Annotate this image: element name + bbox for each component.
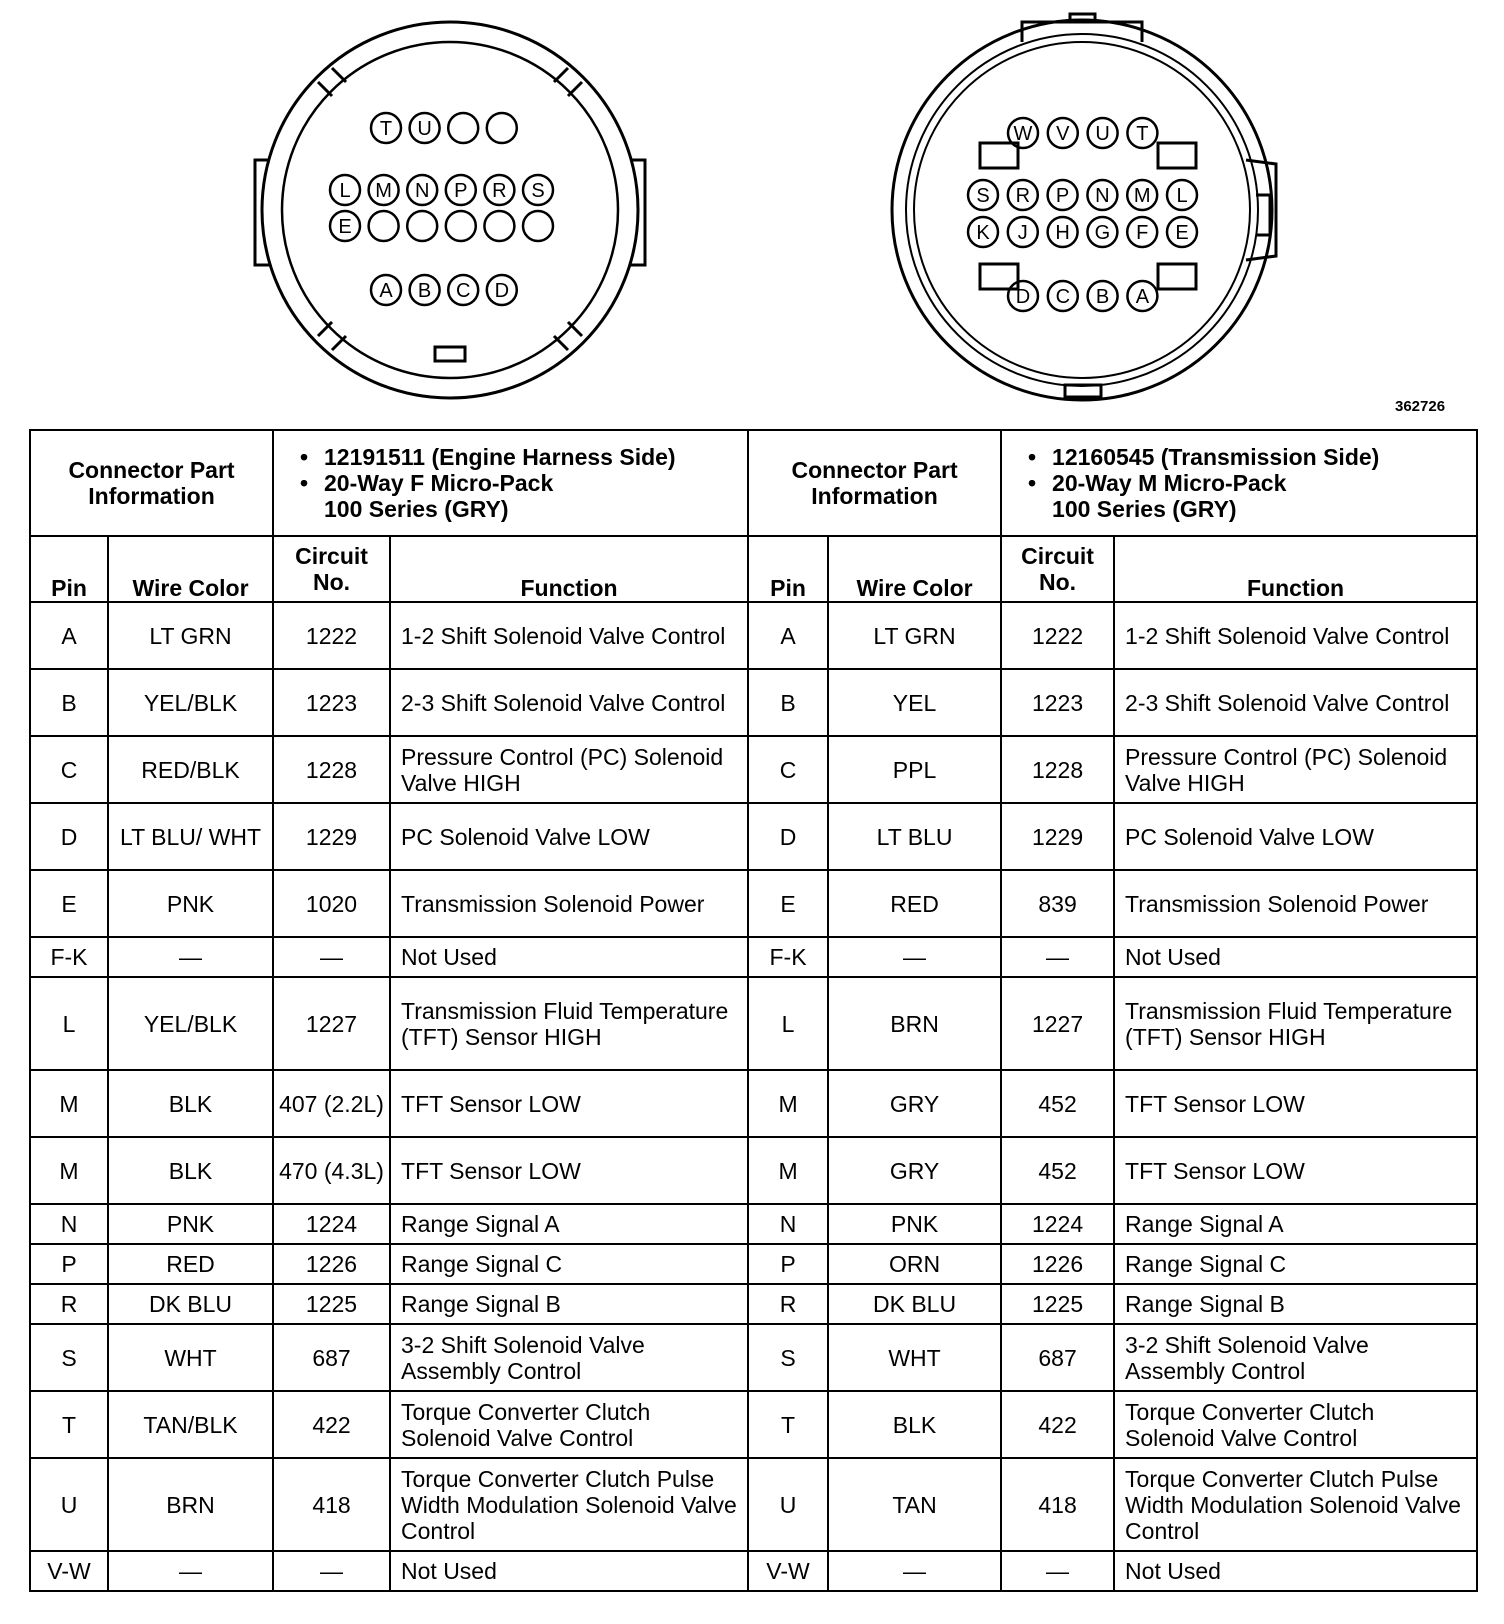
right-function-cell: Range Signal A [1114, 1204, 1477, 1244]
table-row [30, 1070, 1477, 1137]
table-row [30, 1244, 1477, 1284]
pin-label: C [455, 280, 471, 302]
left-wire-color-cell: YEL/BLK [108, 977, 273, 1070]
pin-cavity [448, 113, 478, 143]
right-wire-color-cell: GRY [828, 1137, 1001, 1204]
right-pin-cell: P [748, 1244, 828, 1284]
connector-pinout-table [29, 429, 1478, 1592]
right-pin-cell: B [748, 669, 828, 736]
left-pin-cell: D [30, 803, 108, 870]
table-row [30, 736, 1477, 803]
pin-label: V [1056, 123, 1070, 145]
pin-label: J [1017, 222, 1028, 244]
left-function-cell: 1-2 Shift Solenoid Valve Control [390, 602, 748, 669]
right-function-cell: Not Used [1114, 1551, 1477, 1591]
right-wire-color-cell: — [828, 937, 1001, 977]
left-pin-cell: M [30, 1070, 108, 1137]
pin-label: N [414, 180, 430, 202]
right-function-cell: PC Solenoid Valve LOW [1114, 803, 1477, 870]
right-function-cell: 3-2 Shift Solenoid Valve Assembly Control [1114, 1324, 1477, 1391]
pin-label: S [531, 180, 545, 202]
left-wire-color-cell: DK BLU [108, 1284, 273, 1324]
right-wire-color-cell: ORN [828, 1244, 1001, 1284]
left-function-cell: Transmission Fluid Temperature (TFT) Sensor HIGH [390, 977, 748, 1070]
left-circuit-no-cell: 687 [273, 1324, 390, 1391]
table-row [30, 1551, 1477, 1591]
left-pin-cell: S [30, 1324, 108, 1391]
pin-cavity [407, 211, 437, 241]
right-circuit-no-cell: 1224 [1001, 1204, 1114, 1244]
transmission-connector [892, 14, 1276, 400]
left-wire-color-cell: TAN/BLK [108, 1391, 273, 1458]
right-function-header: Function [1114, 536, 1477, 602]
left-function-cell: Not Used [390, 1551, 748, 1591]
left-function-cell: Torque Converter Clutch Solenoid Valve Control [390, 1391, 748, 1458]
left-function-cell: 3-2 Shift Solenoid Valve Assembly Control [390, 1324, 748, 1391]
right-function-cell: Range Signal B [1114, 1284, 1477, 1324]
right-function-cell: 1-2 Shift Solenoid Valve Control [1114, 602, 1477, 669]
pin-label: T [1136, 123, 1149, 145]
pin-label: D [1015, 286, 1031, 308]
table-row [30, 1284, 1477, 1324]
left-pin-cell: U [30, 1458, 108, 1551]
left-pin-cell: T [30, 1391, 108, 1458]
left-pin-cell: A [30, 602, 108, 669]
right-part-info-label: Connector Part Information [748, 430, 1001, 536]
left-part-info: • 12191511 (Engine Harness Side) • 20-Way F Micro-Pack 100 Series (GRY) [273, 430, 748, 536]
left-pin-cell: C [30, 736, 108, 803]
left-wire-color-cell: LT GRN [108, 602, 273, 669]
right-wire-color-cell: BLK [828, 1391, 1001, 1458]
left-wire-color-cell: — [108, 937, 273, 977]
right-wire-color-cell: GRY [828, 1070, 1001, 1137]
right-function-cell: Torque Converter Clutch Pulse Width Modulation Solenoid Valve Control [1114, 1458, 1477, 1551]
table-row [30, 1391, 1477, 1458]
right-pin-cell: T [748, 1391, 828, 1458]
pin-label: B [1095, 286, 1110, 308]
pin-label: E [338, 216, 352, 238]
right-pin-cell: C [748, 736, 828, 803]
left-function-cell: PC Solenoid Valve LOW [390, 803, 748, 870]
right-circuit-no-cell: 1225 [1001, 1284, 1114, 1324]
right-pin-cell: U [748, 1458, 828, 1551]
table-row [30, 1324, 1477, 1391]
pin-label: S [976, 185, 990, 207]
right-wire-color-cell: BRN [828, 977, 1001, 1070]
right-function-cell: Torque Converter Clutch Solenoid Valve Control [1114, 1391, 1477, 1458]
left-pin-cell: L [30, 977, 108, 1070]
right-circuit-no-cell: 1222 [1001, 602, 1114, 669]
right-circuit-no-cell: 1226 [1001, 1244, 1114, 1284]
right-circuit-no-cell: 452 [1001, 1137, 1114, 1204]
pin-cavity [523, 211, 553, 241]
right-wire-color-header: Wire Color [828, 536, 1001, 602]
left-pin-cell: P [30, 1244, 108, 1284]
left-wire-color-cell: PNK [108, 870, 273, 937]
right-function-cell: Range Signal C [1114, 1244, 1477, 1284]
right-pin-cell: F-K [748, 937, 828, 977]
pin-label: M [1133, 185, 1151, 207]
pin-label: E [1175, 222, 1189, 244]
pin-label: P [1055, 185, 1070, 207]
pin-label: P [454, 180, 468, 202]
right-pin-cell: D [748, 803, 828, 870]
left-wire-color-cell: — [108, 1551, 273, 1591]
left-wire-color-cell: WHT [108, 1324, 273, 1391]
pin-label: G [1094, 222, 1111, 244]
table-row [30, 803, 1477, 870]
right-circuit-no-cell: 452 [1001, 1070, 1114, 1137]
left-wire-color-cell: RED/BLK [108, 736, 273, 803]
pin-cavity [446, 211, 476, 241]
left-function-cell: Range Signal C [390, 1244, 748, 1284]
left-circuit-no-cell: 1223 [273, 669, 390, 736]
left-wire-color-cell: RED [108, 1244, 273, 1284]
right-pin-cell: N [748, 1204, 828, 1244]
pin-label: R [1015, 185, 1031, 207]
right-pin-cell: S [748, 1324, 828, 1391]
right-pin-cell: M [748, 1137, 828, 1204]
pin-cavity [369, 211, 399, 241]
right-wire-color-cell: LT BLU [828, 803, 1001, 870]
left-pin-cell: F-K [30, 937, 108, 977]
right-circuit-no-cell: 418 [1001, 1458, 1114, 1551]
left-wire-color-cell: YEL/BLK [108, 669, 273, 736]
left-circuit-no-cell: 407 (2.2L) [273, 1070, 390, 1137]
pin-label: N [1095, 185, 1110, 207]
pin-label: K [976, 222, 990, 244]
right-function-cell: Pressure Control (PC) Solenoid Valve HIGH [1114, 736, 1477, 803]
right-function-cell: 2-3 Shift Solenoid Valve Control [1114, 669, 1477, 736]
table-row [30, 1137, 1477, 1204]
left-function-cell: 2-3 Shift Solenoid Valve Control [390, 669, 748, 736]
right-function-cell: Not Used [1114, 937, 1477, 977]
left-function-cell: Torque Converter Clutch Pulse Width Modulation Solenoid Valve Control [390, 1458, 748, 1551]
right-pin-cell: L [748, 977, 828, 1070]
right-pin-cell: E [748, 870, 828, 937]
table-row [30, 937, 1477, 977]
table-row [30, 1458, 1477, 1551]
pin-label: H [1055, 222, 1070, 244]
left-pin-cell: R [30, 1284, 108, 1324]
left-wire-color-header: Wire Color [108, 536, 273, 602]
table-row [30, 870, 1477, 937]
right-pin-cell: V-W [748, 1551, 828, 1591]
left-pin-cell: M [30, 1137, 108, 1204]
right-wire-color-cell: — [828, 1551, 1001, 1591]
left-circuit-no-cell: — [273, 1551, 390, 1591]
right-wire-color-cell: PPL [828, 736, 1001, 803]
right-circuit-no-cell: 1228 [1001, 736, 1114, 803]
right-circuit-no-cell: 1227 [1001, 977, 1114, 1070]
left-wire-color-cell: BLK [108, 1137, 273, 1204]
left-circuit-no-cell: 470 (4.3L) [273, 1137, 390, 1204]
table-row [30, 977, 1477, 1070]
pin-label: R [492, 180, 507, 202]
left-circuit-no-cell: 422 [273, 1391, 390, 1458]
left-pin-cell: B [30, 669, 108, 736]
right-circuit-no-cell: 839 [1001, 870, 1114, 937]
right-wire-color-cell: YEL [828, 669, 1001, 736]
left-circuit-no-cell: 1229 [273, 803, 390, 870]
left-function-header: Function [390, 536, 748, 602]
right-wire-color-cell: LT GRN [828, 602, 1001, 669]
left-circuit-no-cell: 1225 [273, 1284, 390, 1324]
pin-cavity [487, 113, 517, 143]
transmission-pin-cavities [968, 118, 1197, 311]
left-pin-cell: V-W [30, 1551, 108, 1591]
right-pin-cell: M [748, 1070, 828, 1137]
right-function-cell: TFT Sensor LOW [1114, 1137, 1477, 1204]
right-circuit-no-cell: 1223 [1001, 669, 1114, 736]
pin-cavity [484, 211, 514, 241]
pin-label: W [1013, 123, 1033, 145]
engine-harness-pin-cavities [330, 113, 553, 305]
pin-label: T [379, 118, 393, 140]
right-circuit-no-cell: 422 [1001, 1391, 1114, 1458]
table-row [30, 1204, 1477, 1244]
left-circuit-no-cell: 1227 [273, 977, 390, 1070]
left-wire-color-cell: BLK [108, 1070, 273, 1137]
left-pin-cell: N [30, 1204, 108, 1244]
right-wire-color-cell: RED [828, 870, 1001, 937]
left-wire-color-cell: BRN [108, 1458, 273, 1551]
right-circuit-no-cell: 1229 [1001, 803, 1114, 870]
left-function-cell: Pressure Control (PC) Solenoid Valve HIGH [390, 736, 748, 803]
left-function-cell: TFT Sensor LOW [390, 1137, 748, 1204]
right-part-info: • 12160545 (Transmission Side) • 20-Way M Micro-Pack 100 Series (GRY) [1001, 430, 1477, 536]
pin-label: F [1136, 222, 1149, 244]
right-function-cell: Transmission Solenoid Power [1114, 870, 1477, 937]
pin-label: A [1135, 286, 1150, 308]
pin-label: B [417, 280, 432, 302]
left-circuit-no-cell: — [273, 937, 390, 977]
right-function-cell: TFT Sensor LOW [1114, 1070, 1477, 1137]
left-circuit-header: Circuit No. [273, 536, 390, 602]
pin-label: M [375, 180, 392, 202]
left-circuit-no-cell: 1228 [273, 736, 390, 803]
right-pin-header: Pin [748, 536, 828, 602]
connector-diagrams [0, 0, 1504, 420]
left-wire-color-cell: LT BLU/ WHT [108, 803, 273, 870]
right-pin-cell: R [748, 1284, 828, 1324]
figure-number: 362726 [1395, 398, 1446, 415]
pin-label: C [1055, 286, 1071, 308]
right-wire-color-cell: DK BLU [828, 1284, 1001, 1324]
left-function-cell: Not Used [390, 937, 748, 977]
left-circuit-no-cell: 418 [273, 1458, 390, 1551]
left-function-cell: Range Signal A [390, 1204, 748, 1244]
left-pin-header: Pin [30, 536, 108, 602]
pin-label: U [1095, 123, 1110, 145]
pin-label: U [417, 118, 432, 140]
right-wire-color-cell: WHT [828, 1324, 1001, 1391]
left-function-cell: TFT Sensor LOW [390, 1070, 748, 1137]
pin-label: D [494, 280, 510, 302]
left-circuit-no-cell: 1226 [273, 1244, 390, 1284]
pin-label: A [379, 280, 393, 302]
right-circuit-no-cell: 687 [1001, 1324, 1114, 1391]
table-row [30, 669, 1477, 736]
left-circuit-no-cell: 1020 [273, 870, 390, 937]
right-pin-cell: A [748, 602, 828, 669]
left-pin-cell: E [30, 870, 108, 937]
right-circuit-header: Circuit No. [1001, 536, 1114, 602]
pin-label: L [339, 180, 351, 202]
left-wire-color-cell: PNK [108, 1204, 273, 1244]
left-function-cell: Range Signal B [390, 1284, 748, 1324]
right-function-cell: Transmission Fluid Temperature (TFT) Sensor HIGH [1114, 977, 1477, 1070]
pin-label: L [1176, 185, 1188, 207]
left-part-info-label: Connector Part Information [30, 430, 273, 536]
left-circuit-no-cell: 1222 [273, 602, 390, 669]
left-function-cell: Transmission Solenoid Power [390, 870, 748, 937]
right-circuit-no-cell: — [1001, 937, 1114, 977]
left-circuit-no-cell: 1224 [273, 1204, 390, 1244]
table-row [30, 602, 1477, 669]
engine-harness-connector [255, 22, 645, 398]
right-wire-color-cell: TAN [828, 1458, 1001, 1551]
right-wire-color-cell: PNK [828, 1204, 1001, 1244]
right-circuit-no-cell: — [1001, 1551, 1114, 1591]
